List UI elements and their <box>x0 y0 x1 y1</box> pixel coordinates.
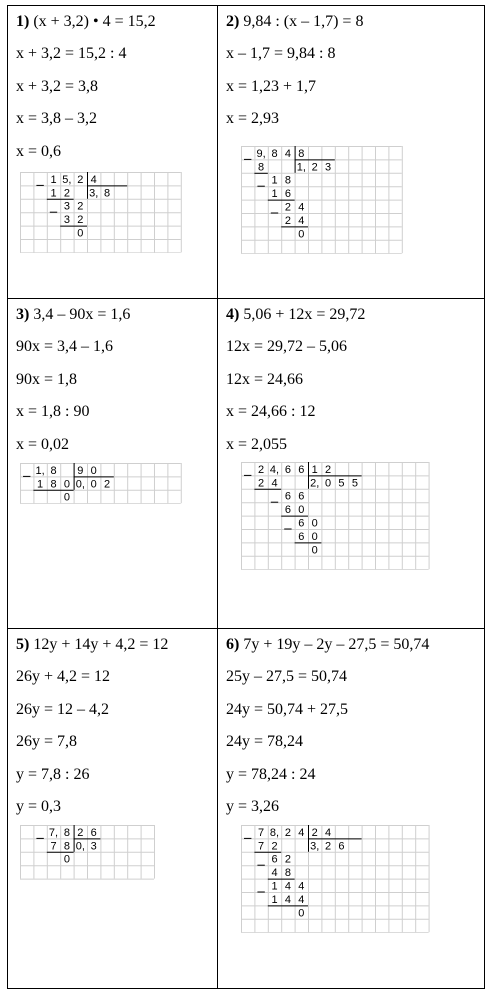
division-digit: 1 <box>271 174 278 187</box>
division-digit: 4 <box>298 826 305 839</box>
equation-text: (x + 3,2) • 4 = 15,2 <box>33 13 156 30</box>
division-digit: 2 <box>271 840 278 853</box>
problem-number: 6) <box>226 636 240 653</box>
division-digit: 6 <box>298 463 305 476</box>
division-digit: 1 <box>50 173 57 186</box>
division-digit: 8 <box>104 187 111 200</box>
solution-cell-5 <box>8 629 218 989</box>
equation-line <box>226 732 303 752</box>
division-digit: 8 <box>63 826 70 839</box>
equation-line <box>226 305 365 325</box>
division-digit: 7 <box>258 826 265 839</box>
division-digit: 2 <box>77 173 84 186</box>
equation-line <box>226 700 348 720</box>
division-digit: 6 <box>284 463 291 476</box>
equation-line <box>16 142 61 162</box>
division-digit: 2 <box>284 853 291 866</box>
division-digit: 0, <box>75 840 85 853</box>
division-digit: 2, <box>310 477 320 490</box>
division-digit: 4 <box>90 173 97 186</box>
equation-line <box>16 732 77 752</box>
equation-text: x = 2,055 <box>226 435 288 453</box>
division-digit: 4, <box>269 463 280 476</box>
division-digit: 2 <box>284 201 291 214</box>
division-digit: 3, <box>89 187 99 200</box>
solution-cell-6 <box>218 629 485 989</box>
division-digit: 9 <box>77 464 84 477</box>
division-digit: 6 <box>90 826 97 839</box>
division-digit: 2 <box>325 840 332 853</box>
division-digit: 4 <box>298 880 305 893</box>
equation-line <box>16 337 113 357</box>
problem-number: 4) <box>226 306 240 323</box>
division-digit: 2 <box>77 214 84 227</box>
equation-text: 12x = 29,72 – 5,06 <box>226 338 348 356</box>
equation-line <box>226 667 347 687</box>
equation-text: x = 1,8 : 90 <box>16 403 90 421</box>
division-digit: 4 <box>298 214 305 227</box>
division-digit: 1, <box>296 161 306 174</box>
division-digit: 3 <box>90 840 97 853</box>
equation-text: y = 3,26 <box>226 798 280 815</box>
division-digit: 0 <box>63 491 70 504</box>
division-digit: 6 <box>271 853 278 866</box>
division-digit: 0 <box>63 853 70 866</box>
equation-line <box>16 12 156 32</box>
equation-line <box>226 12 363 32</box>
equation-line <box>226 635 429 655</box>
problem-number: 1) <box>16 13 30 30</box>
equation-text: x – 1,7 = 9,84 : 8 <box>226 45 336 63</box>
division-digit: 2 <box>77 200 84 213</box>
equation-line <box>226 765 315 785</box>
equation-line <box>226 435 287 455</box>
problem-number: 5) <box>16 636 30 653</box>
solution-cell-1 <box>8 6 218 299</box>
solution-cell-2 <box>218 6 485 299</box>
equation-text: 26y = 12 – 4,2 <box>16 700 110 718</box>
equation-line <box>226 44 335 64</box>
division-digit: 0 <box>325 477 332 490</box>
division-digit: 4 <box>271 477 278 490</box>
division-digit: 2 <box>104 478 111 491</box>
equation-text: x = 1,23 + 1,7 <box>226 77 317 95</box>
equation-line <box>16 797 61 817</box>
equation-line <box>226 337 347 357</box>
equation-line <box>16 77 98 97</box>
equation-line <box>226 77 316 97</box>
division-digit: 4 <box>298 201 305 214</box>
division-digit: 2 <box>63 187 70 200</box>
equation-text: 5,06 + 12x = 29,72 <box>243 306 366 323</box>
division-digit: 8 <box>271 147 278 160</box>
equation-text: 25y – 27,5 = 50,74 <box>226 668 348 686</box>
equation-line <box>226 109 279 129</box>
division-digit: 2 <box>77 826 84 839</box>
division-digit: 8 <box>50 464 57 477</box>
long-division-grid <box>20 825 155 880</box>
division-digit: 4 <box>298 893 305 906</box>
division-digit: 0 <box>77 227 84 240</box>
division-digit: 2 <box>311 161 318 174</box>
division-digit: 4 <box>284 147 291 160</box>
division-digit: 0, <box>75 478 85 491</box>
equation-line <box>16 765 89 785</box>
division-digit: 6 <box>284 504 291 517</box>
division-digit: 2 <box>284 214 291 227</box>
division-digit: 0 <box>311 544 318 557</box>
division-digit: 7 <box>50 840 57 853</box>
division-digit: 9, <box>256 147 266 160</box>
equation-line <box>226 402 315 422</box>
equation-line <box>16 635 168 655</box>
equation-text: 24y = 78,24 <box>226 733 304 751</box>
equation-text: 24y = 50,74 + 27,5 <box>226 700 349 718</box>
division-digit: 8 <box>284 867 291 880</box>
division-digit: 6 <box>298 490 305 503</box>
long-division-grid <box>241 462 430 570</box>
division-digit: 0 <box>311 517 318 530</box>
division-digit: 0 <box>90 478 97 491</box>
equation-text: x = 2,93 <box>226 110 280 128</box>
division-digit: 6 <box>298 530 305 543</box>
long-division-grid <box>20 172 182 253</box>
equation-text: 26y + 4,2 = 12 <box>16 668 111 686</box>
equation-line <box>226 797 279 817</box>
division-digit: 2 <box>258 463 265 476</box>
division-digit: 5 <box>338 477 345 490</box>
division-digit: 1 <box>271 880 278 893</box>
equation-text: x = 24,66 : 12 <box>226 403 316 421</box>
division-digit: 6 <box>284 188 291 201</box>
division-digit: 4 <box>284 880 291 893</box>
equation-text: y = 0,3 <box>16 798 62 815</box>
equation-line <box>16 402 89 422</box>
equation-text: y = 78,24 : 24 <box>226 765 316 783</box>
long-division-grid <box>241 825 430 933</box>
division-digit: 6 <box>298 517 305 530</box>
division-digit: 0 <box>311 530 318 543</box>
equation-line <box>16 44 127 64</box>
equation-text: 90x = 1,8 <box>16 370 78 388</box>
division-digit: 6 <box>338 840 345 853</box>
equation-text: 9,84 : (x – 1,7) = 8 <box>243 13 364 30</box>
division-digit: 0 <box>298 228 305 241</box>
equation-text: 26y = 7,8 <box>16 733 78 751</box>
equation-line <box>16 435 69 455</box>
division-digit: 8 <box>50 478 57 491</box>
equation-text: x = 0,6 <box>16 142 62 160</box>
equation-text: 12x = 24,66 <box>226 370 304 388</box>
solutions-table <box>7 5 485 989</box>
division-digit: 4 <box>325 826 332 839</box>
division-digit: 0 <box>298 504 305 517</box>
division-digit: 1, <box>35 464 45 477</box>
equation-text: x + 3,2 = 15,2 : 4 <box>16 45 127 63</box>
equation-line <box>226 370 303 390</box>
division-digit: 8 <box>63 840 70 853</box>
equation-line <box>16 370 77 390</box>
division-digit: 8 <box>298 147 305 160</box>
division-digit: 6 <box>284 490 291 503</box>
division-digit: 1 <box>50 187 57 200</box>
division-digit: 3 <box>325 161 332 174</box>
equation-line <box>16 109 97 129</box>
division-digit: 2 <box>258 477 265 490</box>
division-digit: 2 <box>325 463 332 476</box>
solution-cell-4 <box>218 299 485 629</box>
division-digit: 1 <box>271 893 278 906</box>
equation-text: 3,4 – 90x = 1,6 <box>33 306 131 323</box>
long-division-grid <box>241 146 403 254</box>
division-digit: 7 <box>258 840 265 853</box>
division-digit: 3 <box>63 200 70 213</box>
division-digit: 5, <box>62 173 72 186</box>
division-digit: 0 <box>90 464 97 477</box>
division-digit: 0 <box>298 907 305 920</box>
division-digit: 7, <box>48 826 59 839</box>
division-digit: 1 <box>311 463 318 476</box>
division-digit: 2 <box>311 826 318 839</box>
division-digit: 4 <box>284 893 291 906</box>
equation-text: 7y + 19y – 2y – 27,5 = 50,74 <box>243 636 430 653</box>
division-digit: 2 <box>284 826 291 839</box>
division-digit: 5 <box>351 477 358 490</box>
division-digit: 4 <box>271 867 278 880</box>
equation-text: x = 0,02 <box>16 435 70 453</box>
equation-text: 12y + 14y + 4,2 = 12 <box>33 636 169 653</box>
division-digit: 1 <box>271 188 278 201</box>
problem-number: 3) <box>16 306 30 323</box>
problem-number: 2) <box>226 13 240 30</box>
equation-line <box>16 667 110 687</box>
equation-line <box>16 305 130 325</box>
solution-cell-3 <box>8 299 218 629</box>
division-digit: 0 <box>63 478 70 491</box>
division-digit: 3 <box>63 214 70 227</box>
long-division-grid <box>20 463 182 504</box>
division-digit: 8, <box>269 826 280 839</box>
division-digit: 3, <box>310 840 320 853</box>
equation-text: x + 3,2 = 3,8 <box>16 77 99 95</box>
equation-text: 90x = 3,4 – 1,6 <box>16 338 114 356</box>
division-digit: 8 <box>258 161 265 174</box>
equation-text: y = 7,8 : 26 <box>16 765 90 783</box>
division-digit: 1 <box>37 478 44 491</box>
equation-text: x = 3,8 – 3,2 <box>16 110 98 128</box>
division-digit: 8 <box>284 174 291 187</box>
equation-line <box>16 700 109 720</box>
